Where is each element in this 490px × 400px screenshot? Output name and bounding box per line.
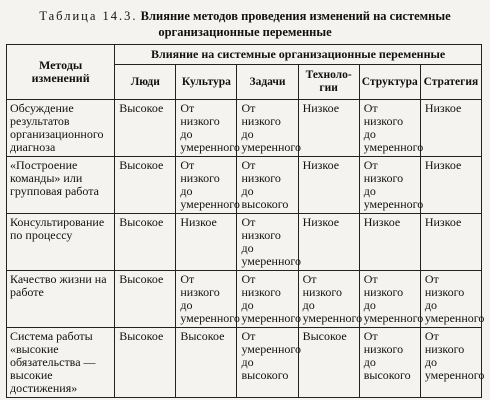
table-cell: Высокое	[115, 328, 176, 398]
column-header-strategy: Стратегия	[420, 65, 481, 100]
table-cell: Высокое	[115, 100, 176, 157]
table-row	[7, 214, 482, 271]
impact-table-container	[6, 44, 485, 398]
table-row	[7, 100, 482, 157]
row-method-label: «Построение команды» или групповая работа	[7, 157, 115, 214]
table-row	[7, 271, 482, 328]
column-header-technology: Техноло-гии	[298, 65, 359, 100]
table-cell: От низкого до умеренного	[359, 157, 420, 214]
row-method-label: Консультирование по процессу	[7, 214, 115, 271]
table-cell: Низкое	[298, 214, 359, 271]
table-row	[7, 328, 482, 398]
row-method-label: Качество жизни на работе	[7, 271, 115, 328]
table-cell: От низкого до умеренного	[420, 271, 481, 328]
caption-title: Влияние методов проведения изменений на системные	[140, 9, 451, 23]
table-cell: От низкого до умеренного	[237, 271, 298, 328]
column-header-tasks: Задачи	[237, 65, 298, 100]
table-cell: От умеренного до высокого	[237, 328, 298, 398]
impact-table	[6, 44, 485, 398]
table-cell: От низкого до умеренного	[298, 271, 359, 328]
table-cell: Низкое	[176, 214, 237, 271]
column-header-culture: Культура	[176, 65, 237, 100]
table-cell: Низкое	[420, 100, 481, 157]
table-cell: От низкого до высокого	[237, 157, 298, 214]
table-cell: Высокое	[115, 214, 176, 271]
header-row-group	[7, 45, 482, 65]
table-cell: От низкого до умеренного	[176, 271, 237, 328]
table-cell: Высокое	[298, 328, 359, 398]
group-column-header: Влияние на системные организационные переменные	[115, 45, 482, 65]
table-row	[7, 157, 482, 214]
table-cell: Низкое	[359, 214, 420, 271]
caption-line-1	[0, 8, 490, 24]
table-cell: Высокое	[115, 271, 176, 328]
table-cell: Высокое	[176, 328, 237, 398]
table-cell: От низкого до умеренного	[176, 157, 237, 214]
table-cell: От низкого до умеренного	[359, 100, 420, 157]
column-header-people: Люди	[115, 65, 176, 100]
caption-table-number: Таблица 14.3.	[39, 9, 138, 23]
table-cell: От низкого до умеренного	[237, 100, 298, 157]
method-column-header: Методы изменений	[7, 45, 115, 100]
table-cell: Высокое	[115, 157, 176, 214]
table-cell: Низкое	[420, 214, 481, 271]
table-cell: Низкое	[298, 100, 359, 157]
table-cell: Низкое	[420, 157, 481, 214]
table-cell: От низкого до умеренного	[420, 328, 481, 398]
row-method-label: Система работы «высокие обязательства — высокие достижения»	[7, 328, 115, 398]
table-cell: От низкого до высокого	[359, 328, 420, 398]
row-method-label: Обсуждение результатов организационного диагноза	[7, 100, 115, 157]
table-caption	[0, 8, 490, 40]
caption-line-2: организационные переменные	[158, 25, 332, 39]
table-cell: Низкое	[298, 157, 359, 214]
table-cell: От низкого до умеренного	[176, 100, 237, 157]
column-header-structure: Структура	[359, 65, 420, 100]
table-cell: От низкого до умеренного	[359, 271, 420, 328]
table-cell: От низкого до умеренного	[237, 214, 298, 271]
